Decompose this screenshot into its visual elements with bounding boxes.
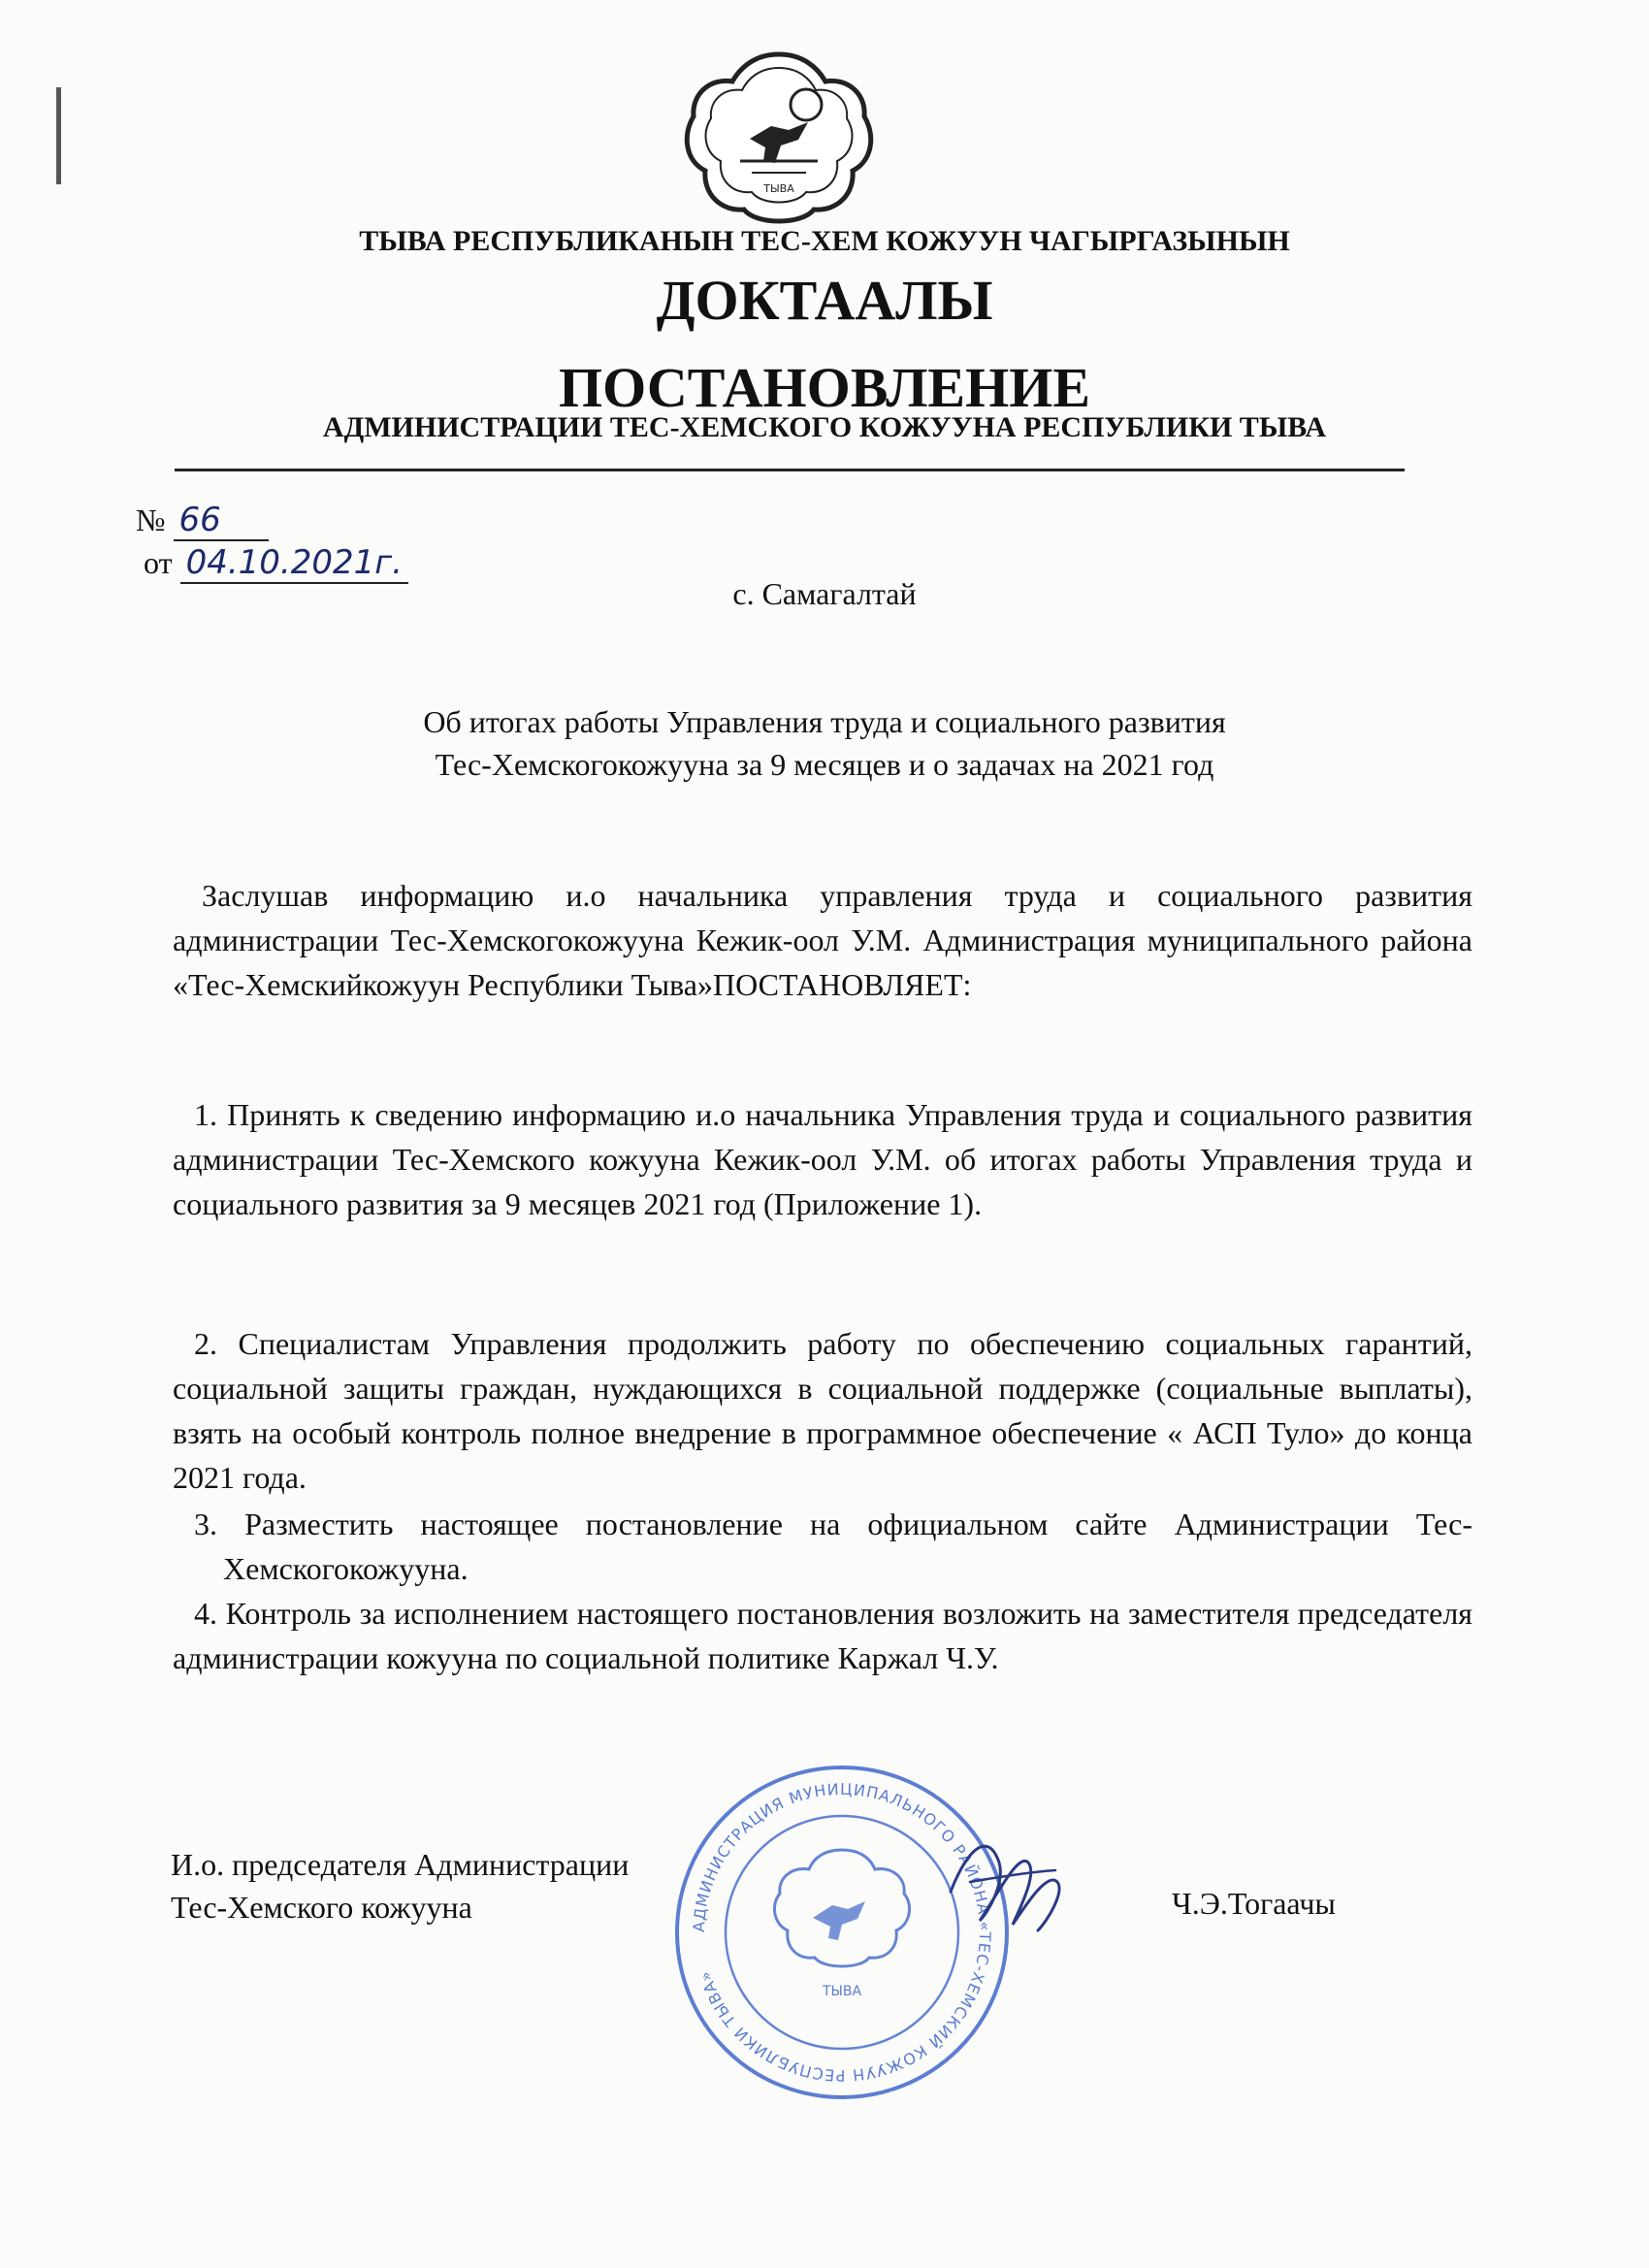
subject-line-2: Тес-Хемскогокожууна за 9 месяцев и о задачах на 2021 год xyxy=(435,747,1214,782)
stamp-ring-text: АДМИНИСТРАЦИЯ МУНИЦИПАЛЬНОГО РАЙОНА «ТЕС-ХЕМСКИЙ КОЖУУН РЕСПУБЛИКИ ТЫВА» xyxy=(689,1779,995,2086)
preamble-paragraph xyxy=(173,873,1472,1007)
date-value: 04.10.2021г. xyxy=(180,543,408,584)
list-item xyxy=(173,1092,1472,1226)
place-of-issue: с. Самагалтай xyxy=(732,576,917,611)
signatory-position xyxy=(171,1843,629,1928)
header-administration: АДМИНИСТРАЦИИ ТЕС-ХЕМСКОГО КОЖУУНА РЕСПУБЛИКИ ТЫВА xyxy=(322,411,1327,443)
list-item xyxy=(173,1321,1472,1500)
document-subject xyxy=(0,700,1649,786)
header-tuvan-title: ТЫВА РЕСПУБЛИКАНЫН ТЕС-ХЕМ КОЖУУН ЧАГЫРГАЗЫНЫН xyxy=(359,225,1290,257)
document-number xyxy=(136,501,269,541)
list-item xyxy=(173,1591,1472,1680)
number-value: 66 xyxy=(174,501,269,541)
list-item-text: Контроль за исполнением настоящего постановления возложить на заместителя председателя администрации кожууна по социальной политике Каржал Ч.У. xyxy=(173,1596,1472,1675)
signatory-position-line-2: Тес-Хемского кожууна xyxy=(171,1890,472,1925)
list-item-text: Разместить настоящее постановление на официальном сайте Администрации Тес-Хемскогокожууна. xyxy=(223,1507,1473,1586)
list-item xyxy=(173,1502,1472,1591)
emblem-label: ТЫВА xyxy=(763,182,794,195)
list-item-text: Специалистам Управления продолжить работу по обеспечению социальных гарантий, социальной защиты граждан, нуждающихся в социальной поддержке (социальные выплаты), взять на особый контроль полное внедрение в программное обеспечение « АСП Туло» до конца 2021 года. xyxy=(173,1326,1473,1495)
date-label: от xyxy=(144,545,173,580)
handwritten-signature xyxy=(931,1824,1077,1950)
signatory-name: Ч.Э.Тогаачы xyxy=(1172,1886,1336,1921)
stamp-center-text: ТЫВА xyxy=(822,1984,862,1999)
list-item-number: 2. xyxy=(194,1326,217,1361)
number-label: № xyxy=(136,502,166,537)
list-item-number: 1. xyxy=(194,1097,217,1132)
margin-mark xyxy=(56,87,61,184)
list-item-text: Принять к сведению информацию и.о начальника Управления труда и социального развития администрации Тес-Хемского кожууна Кежик-оол У.М. об итогах работы Управления труда и социального развития за 9 месяцев 2021 год (Приложение 1). xyxy=(173,1097,1473,1221)
header-divider xyxy=(175,469,1405,471)
subject-line-1: Об итогах работы Управления труда и социального развития xyxy=(423,704,1226,739)
header-tuvan-decree: ДОКТААЛЫ xyxy=(656,269,993,332)
header-decree-title: ПОСТАНОВЛЕНИЕ xyxy=(558,356,1091,419)
preamble-text: Заслушав информацию и.о начальника управления труда и социального развития администрации Тес-Хемскогокожууна Кежик-оол У.М. Администрация муниципального района «Тес-Хемскийкожуун Республики Тыва»ПОСТАНОВЛЯЕТ: xyxy=(173,878,1472,1002)
signatory-position-line-1: И.о. председателя Администрации xyxy=(171,1847,630,1882)
list-item-number: 4. xyxy=(194,1596,217,1631)
coat-of-arms-emblem xyxy=(682,47,876,231)
list-item-number: 3. xyxy=(194,1507,217,1541)
